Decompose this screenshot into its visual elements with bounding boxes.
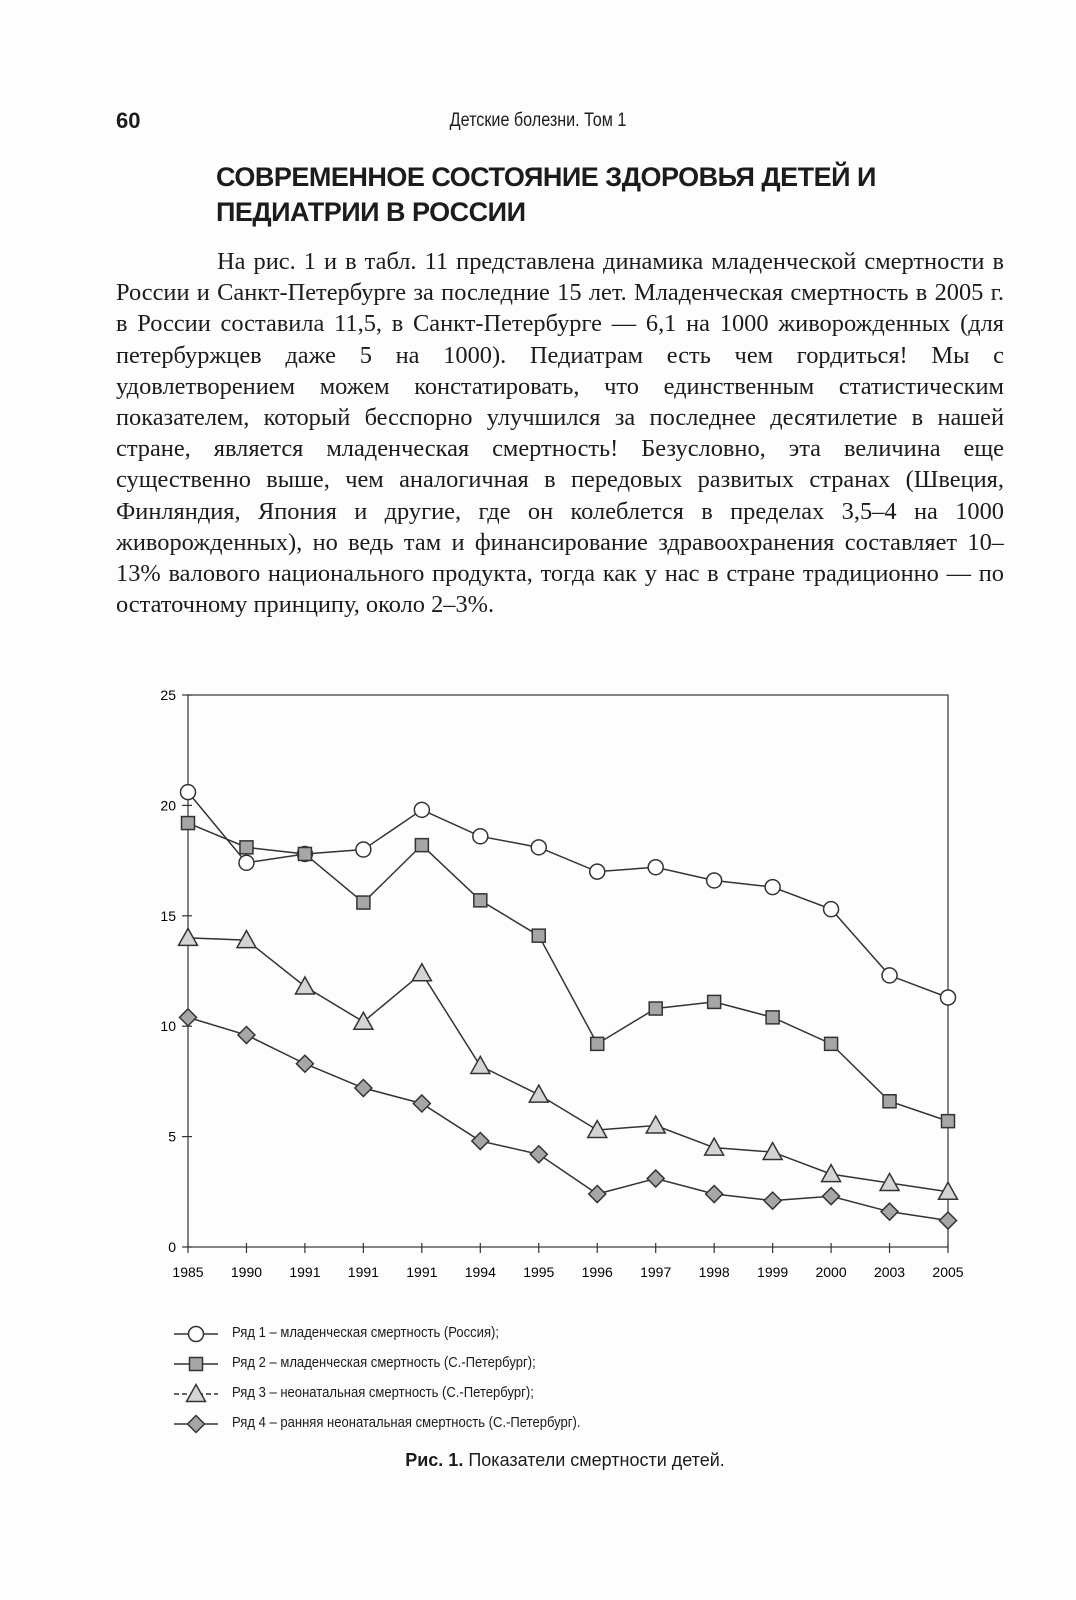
series-1-point [707, 873, 722, 888]
series-2-point [182, 817, 195, 830]
series-4-point [823, 1188, 840, 1205]
series-4-point [472, 1133, 489, 1150]
series-4-point [940, 1212, 957, 1229]
running-title: Детские болезни. Том 1 [449, 110, 627, 131]
series-3-point [354, 1012, 373, 1029]
y-tick-label: 20 [160, 797, 176, 814]
legend-swatch-marker [189, 1327, 204, 1342]
series-4-point [881, 1203, 898, 1220]
x-tick-label: 1997 [640, 1264, 672, 1280]
x-tick-label: 1991 [406, 1264, 438, 1280]
y-tick-label: 0 [168, 1239, 176, 1255]
series-2-point [240, 841, 253, 854]
series-2-point [708, 995, 721, 1008]
x-tick-label: 1995 [523, 1264, 555, 1280]
series-1-point [824, 902, 839, 917]
series-1-point [590, 864, 605, 879]
x-tick-label: 2003 [873, 1264, 906, 1280]
series-1-point [648, 860, 663, 875]
series-1-point [882, 968, 897, 983]
x-tick-label: 1998 [698, 1264, 730, 1280]
legend-swatch [172, 1322, 220, 1346]
series-2-point [415, 839, 428, 852]
y-tick-label: 25 [160, 687, 176, 703]
series-2-point [532, 929, 545, 942]
series-2-point [649, 1002, 662, 1015]
x-tick-label: 1994 [464, 1264, 496, 1280]
series-4-point [296, 1055, 313, 1072]
legend-swatch [172, 1352, 220, 1376]
legend-swatch [172, 1382, 220, 1406]
legend-swatch-marker [190, 1358, 203, 1371]
legend-item [172, 1350, 872, 1380]
series-3-point [471, 1056, 490, 1073]
y-tick-label: 5 [168, 1128, 176, 1145]
body-paragraph: На рис. 1 и в табл. 11 представлена динамика младенческой смертности в России и Санкт-Петербурге за последние 15 лет. Младенческая смертность в 2005 г. в России составила 11,5, в Санкт-Петербурге — 6,1 на 1000 живорожденных (для петербуржцев даже 5 на 1000). Педиатрам есть чем гордиться! Мы с удовлетворением можем констатировать, что единственным статистическим показателем, который бесспорно улучшился за последнее десятилетие в нашей стране, является младенческая смертность! Безусловно, эта величина еще существенно выше, чем аналогичная в передовых развитых странах (Швеция, Финляндия, Япония и другие, где он колеблется в пределах 3,5–4 на 1000 живорожденных), но ведь там и финансирование здравоохранения составляет 10–13% валового национального продукта, тогда как у нас в стране традиционно — по остаточному принципу, около 2–3%. [116, 248, 1004, 619]
series-2-point [883, 1095, 896, 1108]
series-1-point [765, 880, 780, 895]
series-1-point [356, 842, 371, 857]
series-2-point [474, 894, 487, 907]
series-4-point [706, 1186, 723, 1203]
y-tick-label: 10 [160, 1018, 176, 1035]
series-4-point [589, 1186, 606, 1203]
series-4-point [647, 1170, 664, 1187]
figure-caption [0, 1450, 1076, 1471]
series-1-point [239, 855, 254, 870]
series-2-line [188, 823, 948, 1121]
series-1-line [188, 792, 948, 997]
legend-item [172, 1320, 872, 1350]
legend-label: Ряд 4 – ранняя неонатальная смертность (С.-Петербург). [232, 1415, 581, 1431]
plot-frame [188, 695, 948, 1247]
legend-swatch [172, 1412, 220, 1436]
series-2-point [357, 896, 370, 909]
series-2-point [942, 1115, 955, 1128]
series-4-point [180, 1009, 197, 1026]
mortality-line-chart [150, 680, 980, 1290]
series-4-point [238, 1027, 255, 1044]
series-3-point [529, 1085, 548, 1102]
page-number: 60 [116, 108, 141, 133]
legend-item [172, 1410, 872, 1440]
x-tick-label: 1999 [757, 1264, 789, 1280]
x-tick-label: 1990 [230, 1264, 263, 1280]
series-2-point [825, 1037, 838, 1050]
figure-caption-label: Рис. 1. [405, 1450, 464, 1470]
series-4-point [355, 1080, 372, 1097]
series-3-point [412, 964, 431, 981]
x-tick-label: 2000 [815, 1264, 847, 1280]
x-tick-label: 1991 [289, 1264, 321, 1280]
legend-label: Ряд 3 – неонатальная смертность (С.-Петербург); [232, 1385, 534, 1401]
y-tick-label: 15 [160, 907, 176, 924]
legend-swatch-marker [188, 1416, 205, 1433]
figure-caption-text: Показатели смертности детей. [468, 1450, 725, 1470]
series-3-point [295, 977, 314, 994]
legend-swatch-marker [187, 1385, 206, 1402]
series-1-point [941, 990, 956, 1005]
x-tick-label: 2005 [932, 1264, 964, 1280]
section-title: СОВРЕМЕННОЕ СОСТОЯНИЕ ЗДОРОВЬЯ ДЕТЕЙ И ПЕДИАТРИИ В РОССИИ [216, 162, 876, 227]
series-4-point [530, 1146, 547, 1163]
legend-label: Ряд 1 – младенческая смертность (Россия); [232, 1325, 500, 1341]
series-3-point [179, 928, 198, 945]
series-2-point [591, 1037, 604, 1050]
series-4-point [413, 1095, 430, 1112]
x-tick-label: 1991 [347, 1264, 379, 1280]
series-1-point [531, 840, 546, 855]
legend-item [172, 1380, 872, 1410]
x-tick-label: 1996 [581, 1264, 613, 1280]
series-2-point [298, 847, 311, 860]
series-1-point [181, 785, 196, 800]
chart-legend [172, 1320, 872, 1440]
series-2-point [766, 1011, 779, 1024]
series-4-point [764, 1192, 781, 1209]
series-3-point [646, 1116, 665, 1133]
series-3-point [705, 1138, 724, 1155]
series-3-point [822, 1165, 841, 1182]
series-1-point [473, 829, 488, 844]
legend-label: Ряд 2 – младенческая смертность (С.-Петербург); [232, 1355, 536, 1371]
series-1-point [414, 802, 429, 817]
x-tick-label: 1985 [172, 1264, 204, 1280]
